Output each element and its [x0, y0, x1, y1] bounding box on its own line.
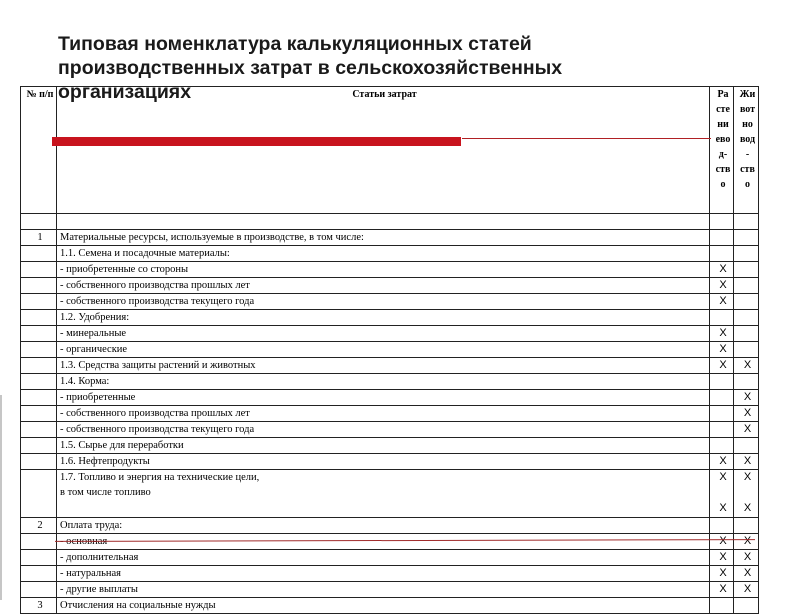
row-text: - натуральная [57, 566, 710, 582]
table-row [21, 422, 759, 438]
mark-crop [710, 246, 734, 262]
row-text: - собственного производства текущего года [57, 422, 710, 438]
mark-livestock [734, 374, 759, 390]
mark-livestock [734, 230, 759, 246]
row-text-line-1: 1.7. Топливо и энергия на технические цели, [60, 472, 260, 483]
mark-livestock: Х [734, 550, 759, 566]
row-text: 1.1. Семена и посадочные материалы: [57, 246, 710, 262]
row-number [21, 310, 57, 326]
mark-livestock [734, 278, 759, 294]
mark-crop [710, 374, 734, 390]
title-line-1: Типовая номенклатура калькуляционных статей [58, 33, 532, 55]
header-crop-production-part: д- [718, 149, 728, 160]
row-number [21, 294, 57, 310]
table-row [21, 214, 759, 230]
mark-crop: Х [710, 454, 734, 470]
header-livestock-part: Жи [739, 89, 756, 100]
table-row [21, 342, 759, 358]
title-line-2: производственных затрат в сельскохозяйственных [58, 57, 563, 79]
header-crop-production-part: ево [715, 134, 731, 145]
header-number: № п/п [21, 87, 57, 214]
row-number [21, 566, 57, 582]
mark-crop-bottom: Х [719, 502, 727, 514]
row-number [21, 326, 57, 342]
header-livestock-part: вод [739, 134, 756, 145]
row-text: - другие выплаты [57, 582, 710, 598]
row-number: 3 [21, 598, 57, 614]
table-row [21, 310, 759, 326]
header-livestock-part: ств [740, 164, 755, 175]
decorative-red-line [462, 138, 711, 139]
mark-livestock [734, 214, 759, 230]
row-number [21, 454, 57, 470]
row-text: - органические [57, 342, 710, 358]
cost-items-table [20, 86, 759, 614]
mark-livestock [734, 438, 759, 454]
mark-livestock [734, 470, 759, 518]
row-text: 1.6. Нефтепродукты [57, 454, 710, 470]
mark-livestock: Х [734, 454, 759, 470]
mark-crop [710, 518, 734, 534]
table-row [21, 566, 759, 582]
table-row [21, 454, 759, 470]
table-row [21, 550, 759, 566]
header-livestock [734, 87, 759, 214]
row-text: - собственного производства текущего года [57, 294, 710, 310]
mark-livestock: Х [734, 582, 759, 598]
row-number: 2 [21, 518, 57, 534]
row-text: - приобретенные со стороны [57, 262, 710, 278]
row-text-line-2: в том числе топливо [60, 487, 151, 498]
mark-crop [710, 230, 734, 246]
header-crop-production-part: о [720, 179, 726, 190]
row-text: 1.2. Удобрения: [57, 310, 710, 326]
table-row-fuel [21, 470, 759, 518]
mark-crop [710, 406, 734, 422]
mark-crop: Х [710, 566, 734, 582]
row-number [21, 374, 57, 390]
mark-livestock [734, 518, 759, 534]
table-row [21, 262, 759, 278]
mark-livestock [734, 246, 759, 262]
mark-crop [710, 390, 734, 406]
mark-crop: Х [710, 534, 734, 550]
mark-livestock-bottom: Х [743, 502, 752, 514]
header-livestock-part: вот [739, 104, 756, 115]
row-text: 1.5. Сырье для переработки [57, 438, 710, 454]
table-row [21, 406, 759, 422]
row-text: - собственного производства прошлых лет [57, 278, 710, 294]
mark-crop: Х [710, 262, 734, 278]
row-text: Отчисления на социальные нужды [57, 598, 710, 614]
mark-crop: Х [710, 294, 734, 310]
row-number [21, 214, 57, 230]
mark-livestock: Х [734, 534, 759, 550]
table-header-row [21, 87, 759, 214]
mark-crop [710, 422, 734, 438]
header-crop-production-part: сте [716, 104, 730, 115]
row-number [21, 278, 57, 294]
table-row [21, 390, 759, 406]
header-cost-items: Статьи затрат [57, 87, 710, 214]
row-number [21, 534, 57, 550]
row-number: 1 [21, 230, 57, 246]
row-text [57, 214, 710, 230]
table-row [21, 358, 759, 374]
mark-livestock: Х [734, 390, 759, 406]
row-number [21, 406, 57, 422]
mark-crop [710, 214, 734, 230]
header-livestock-part: - [745, 149, 750, 160]
mark-crop: Х [710, 358, 734, 374]
mark-livestock [734, 310, 759, 326]
row-text: - минеральные [57, 326, 710, 342]
mark-livestock [734, 294, 759, 310]
mark-livestock: Х [734, 422, 759, 438]
table-row [21, 230, 759, 246]
row-text: - приобретенные [57, 390, 710, 406]
row-text: - собственного производства прошлых лет [57, 406, 710, 422]
row-number [21, 390, 57, 406]
row-number [21, 470, 57, 518]
header-crop-production [710, 87, 734, 214]
header-crop-production-part: ни [717, 119, 729, 130]
row-number [21, 246, 57, 262]
row-number [21, 550, 57, 566]
mark-livestock [734, 262, 759, 278]
row-text: Материальные ресурсы, используемые в производстве, в том числе: [57, 230, 710, 246]
slide-title [58, 32, 758, 104]
mark-crop: Х [710, 326, 734, 342]
header-livestock-part: о [745, 179, 750, 190]
mark-livestock: Х [734, 566, 759, 582]
row-text: - дополнительная [57, 550, 710, 566]
table-row [21, 438, 759, 454]
left-edge-rule [0, 395, 2, 600]
row-number [21, 582, 57, 598]
mark-crop: Х [710, 278, 734, 294]
mark-crop [710, 470, 734, 518]
title-line-3: организациях [58, 81, 192, 103]
row-text: 1.4. Корма: [57, 374, 710, 390]
row-text [57, 470, 710, 518]
mark-crop [710, 438, 734, 454]
mark-crop-top: Х [719, 471, 727, 483]
mark-livestock: Х [734, 358, 759, 374]
table-row [21, 518, 759, 534]
header-livestock-part: но [742, 119, 753, 130]
header-crop-production-part: Ра [717, 89, 729, 100]
header-crop-production-part: ств [715, 164, 731, 175]
row-number [21, 342, 57, 358]
mark-crop: Х [710, 550, 734, 566]
row-number [21, 262, 57, 278]
table-row [21, 582, 759, 598]
table-row [21, 326, 759, 342]
row-number [21, 358, 57, 374]
decorative-red-bar [52, 137, 461, 146]
table-row [21, 294, 759, 310]
mark-livestock: Х [734, 406, 759, 422]
mark-livestock [734, 326, 759, 342]
table-row [21, 374, 759, 390]
mark-crop [710, 310, 734, 326]
table-row [21, 278, 759, 294]
mark-crop: Х [710, 342, 734, 358]
table-row [21, 246, 759, 262]
mark-livestock-top: Х [743, 471, 752, 483]
mark-crop: Х [710, 582, 734, 598]
mark-livestock [734, 342, 759, 358]
row-number [21, 422, 57, 438]
row-number [21, 438, 57, 454]
row-text: Оплата труда: [57, 518, 710, 534]
row-text: 1.3. Средства защиты растений и животных [57, 358, 710, 374]
